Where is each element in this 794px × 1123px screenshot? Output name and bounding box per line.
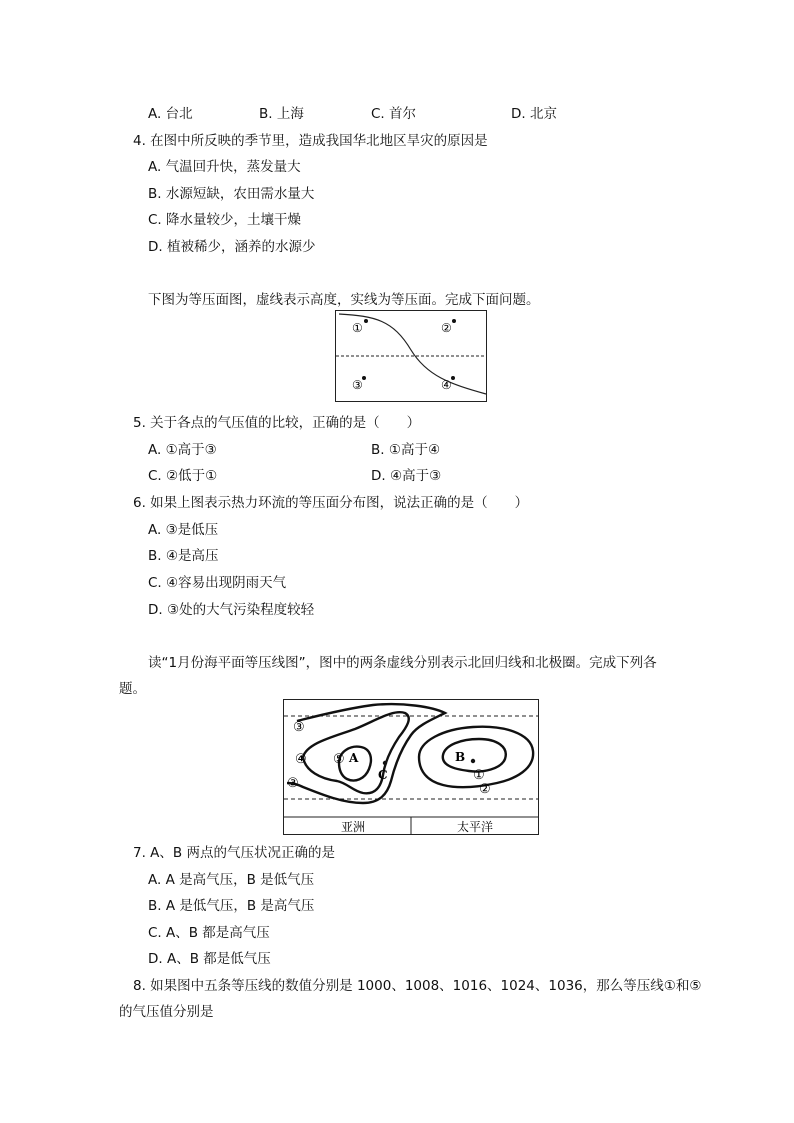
point-4-label: ④ [441, 378, 452, 392]
option-a: A. A 是高气压，B 是低气压 [148, 872, 315, 888]
isobar-label-3-bottom: ③ [287, 776, 299, 791]
option-b: B. 水源短缺，农田需水量大 [148, 186, 315, 202]
option-b: B. A 是低气压，B 是高气压 [148, 898, 315, 914]
isobar-surface-figure [335, 310, 487, 402]
option-a: A. 气温回升快，蒸发量大 [148, 159, 301, 175]
option-a: A. ①高于③ [148, 442, 217, 458]
isobar-label-3-top: ③ [293, 720, 305, 735]
option-a: A. ③是低压 [148, 522, 219, 538]
isobar-label-1: ① [473, 768, 485, 783]
point-2-label: ② [441, 321, 452, 335]
option-d: D. A、B 都是低气压 [148, 951, 271, 967]
intro-paragraph-line-2: 题。 [119, 681, 146, 697]
isobar-label-4: ④ [295, 752, 307, 767]
isobar-label-2: ② [479, 782, 491, 797]
intro-paragraph-line-1: 读“1月份海平面等压线图”，图中的两条虚线分别表示北回归线和北极圈。完成下列各 [148, 655, 657, 671]
question-5-stem: 5. 关于各点的气压值的比较，正确的是（ ） [133, 415, 421, 431]
point-b-dot [471, 759, 475, 763]
january-isobar-map [283, 699, 539, 835]
point-1-dot [364, 319, 368, 323]
option-c: C. ④容易出现阴雨天气 [148, 575, 287, 591]
option-c: C. 降水量较少，土壤干燥 [148, 212, 302, 228]
point-b-label: B [455, 750, 466, 764]
asia-label: 亚洲 [340, 820, 366, 834]
option-b: B. 上海 [259, 106, 304, 122]
isobar-label-5: ⑤ [333, 752, 345, 767]
question-8-stem-line-1: 8. 如果图中五条等压线的数值分别是 1000、1008、1016、1024、1036，那么等压线①和⑤ [133, 978, 702, 994]
pacific-label: 太平洋 [456, 820, 494, 834]
option-a: A. 台北 [148, 106, 193, 122]
point-c-dot [383, 761, 387, 765]
question-6-stem: 6. 如果上图表示热力环流的等压面分布图，说法正确的是（ ） [133, 495, 529, 511]
option-b: B. ①高于④ [371, 442, 441, 458]
point-2-dot [452, 319, 456, 323]
question-4-stem: 4. 在图中所反映的季节里，造成我国华北地区旱灾的原因是 [133, 133, 488, 149]
question-7-stem: 7. A、B 两点的气压状况正确的是 [133, 845, 335, 861]
point-c-label: C [378, 768, 388, 782]
option-d: D. ④高于③ [371, 468, 442, 484]
option-d: D. ③处的大气污染程度较轻 [148, 602, 315, 618]
option-c: C. ②低于① [148, 468, 218, 484]
point-1-label: ① [352, 321, 363, 335]
option-c: C. 首尔 [371, 106, 417, 122]
option-c: C. A、B 都是高气压 [148, 925, 270, 941]
point-a-label: A [349, 751, 359, 765]
option-d: D. 植被稀少，涵养的水源少 [148, 239, 316, 255]
option-d: D. 北京 [511, 106, 557, 122]
option-b: B. ④是高压 [148, 548, 219, 564]
intro-paragraph: 下图为等压面图，虚线表示高度，实线为等压面。完成下面问题。 [148, 292, 540, 308]
point-3-label: ③ [352, 378, 363, 392]
question-8-stem-line-2: 的气压值分别是 [119, 1004, 214, 1020]
